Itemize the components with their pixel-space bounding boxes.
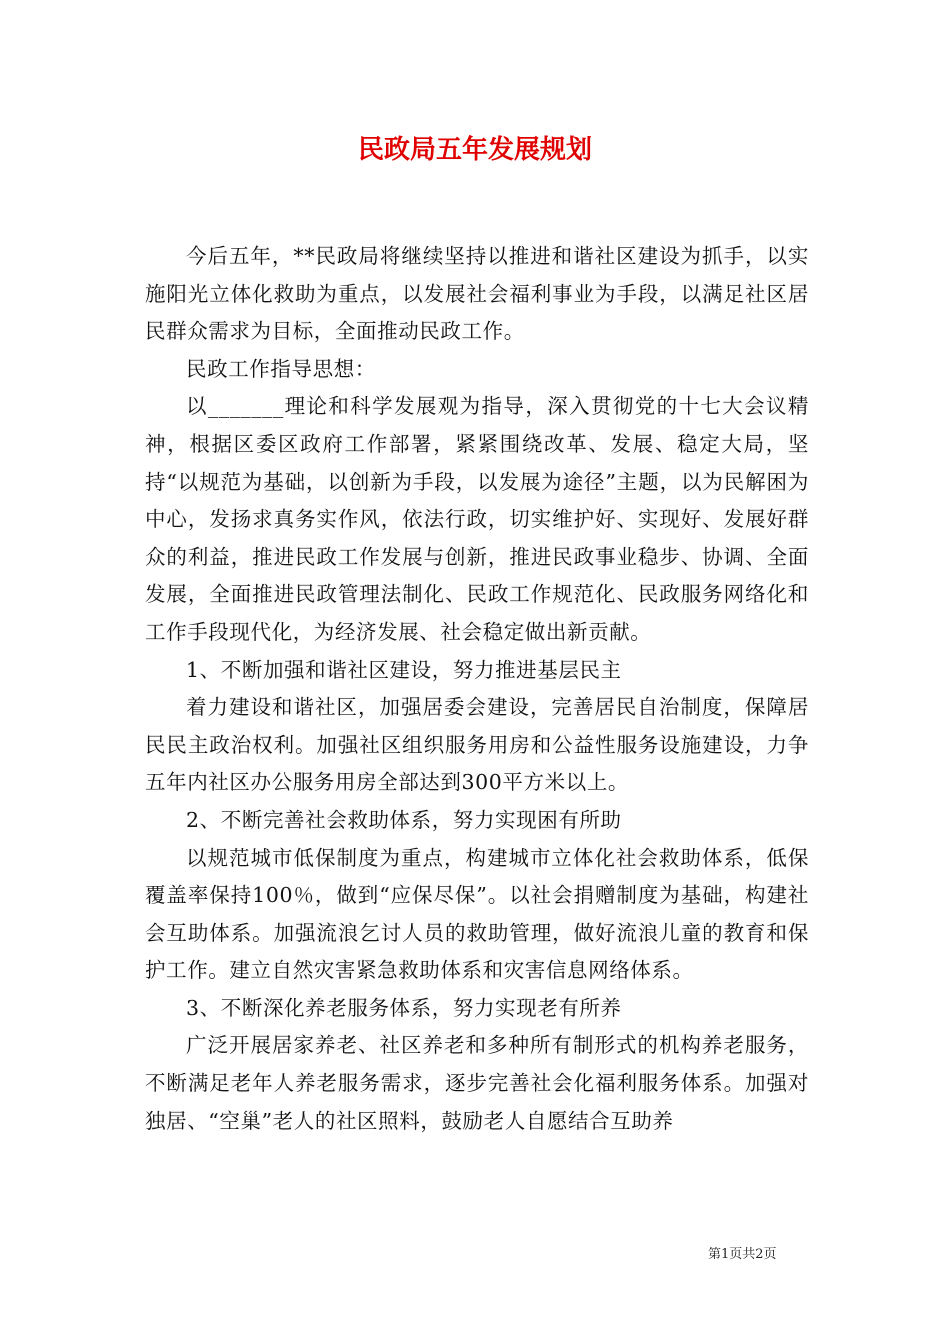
paragraph-social-assistance: 以规范城市低保制度为重点，构建城市立体化社会救助体系，低保覆盖率保持100％，做到“应保尽保”。以社会捐赠制度为基础，构建社会互助体系。加强流浪乞讨人员的救助管理，做好流浪儿童的教育和保护工作。建立自然灾害紧急救助体系和灾害信息网络体系。 xyxy=(145,845,809,983)
section-heading-3: 3、不断深化养老服务体系，努力实现老有所养 xyxy=(186,995,622,1020)
paragraph-intro: 今后五年，**民政局将继续坚持以推进和谐社区建设为抓手，以实施阳光立体化救助为重点，以发展社会福利事业为手段，以满足社区居民群众需求为目标，全面推动民政工作。 xyxy=(145,244,809,344)
page-number: 第1页共2页 xyxy=(708,1247,777,1262)
section-heading-2: 2、不断完善社会救助体系，努力实现困有所助 xyxy=(186,807,622,832)
paragraph-community: 着力建设和谐社区，加强居委会建设，完善居民自治制度，保障居民民主政治权利。加强社区组织服务用房和公益性服务设施建设，力争五年内社区办公服务用房全部达到300平方米以上。 xyxy=(145,695,809,795)
document-title: 民政局五年发展规划 xyxy=(357,135,592,165)
paragraph-guiding-heading: 民政工作指导思想： xyxy=(186,356,376,381)
paragraph-elderly-care: 广泛开展居家养老、社区养老和多种所有制形式的机构养老服务，不断满足老年人养老服务需求，逐步完善社会化福利服务体系。加强对独居、“空巢”老人的社区照料，鼓励老人自愿结合互助养 xyxy=(145,1033,809,1133)
section-heading-1: 1、不断加强和谐社区建设，努力推进基层民主 xyxy=(186,657,622,682)
document-body xyxy=(145,238,809,1140)
paragraph-guiding-thought: 以_______理论和科学发展观为指导，深入贯彻党的十七大会议精神，根据区委区政府工作部署，紧紧围绕改革、发展、稳定大局，坚持“以规范为基础，以创新为手段，以发展为途径”主题，以为民解困为中心，发扬求真务实作风，依法行政，切实维护好、实现好、发展好群众的利益，推进民政工作发展与创新，推进民政事业稳步、协调、全面发展，全面推进民政管理法制化、民政工作规范化、民政服务网络化和工作手段现代化，为经济发展、社会稳定做出新贡献。 xyxy=(145,394,809,644)
